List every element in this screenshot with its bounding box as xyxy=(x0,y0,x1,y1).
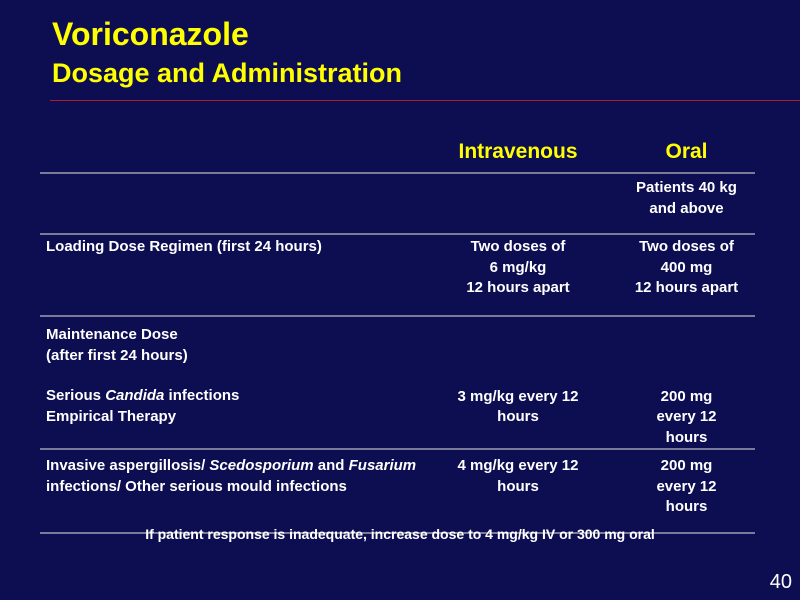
slide-title: Voriconazole xyxy=(52,16,249,52)
maintenance-label xyxy=(40,316,418,449)
serious-pre: Serious xyxy=(46,387,106,404)
loading-iv-line3: 12 hours apart xyxy=(466,279,570,296)
scedosporium-italic: Scedosporium xyxy=(209,457,314,474)
serious-post: infections xyxy=(164,387,240,404)
invasive-oral-text: 200 mg every 12 hours xyxy=(656,457,717,515)
page-number: 40 xyxy=(769,571,792,593)
invasive-part1: Invasive aspergillosis/ xyxy=(46,457,210,474)
loading-oral-line2: 400 mg xyxy=(660,258,713,276)
empirical-therapy: Empirical Therapy xyxy=(46,407,177,425)
loading-iv-line1: Two doses of xyxy=(470,238,566,255)
loading-label: Loading Dose Regimen (first 24 hours) xyxy=(40,234,418,316)
cell-empty xyxy=(40,173,418,234)
loading-oral-line1: Two doses of xyxy=(639,238,734,255)
invasive-part2: and xyxy=(313,457,349,474)
table-row-invasive xyxy=(40,449,755,533)
candida-italic: Candida xyxy=(105,387,165,404)
loading-oral xyxy=(618,234,755,316)
fusarium-italic: Fusarium xyxy=(348,457,417,474)
table-row-patients xyxy=(40,173,755,234)
header-intravenous: Intravenous xyxy=(418,132,618,173)
table-row-maintenance xyxy=(40,316,755,449)
maintenance-oral xyxy=(618,316,755,449)
patients-line2: and above xyxy=(649,199,724,217)
title-divider xyxy=(50,100,800,101)
slide-subtitle: Dosage and Administration xyxy=(52,58,403,88)
invasive-iv xyxy=(418,449,618,533)
maintenance-line2: (after first 24 hours) xyxy=(46,346,188,364)
loading-oral-line3: 12 hours apart xyxy=(634,279,739,296)
footnote: If patient response is inadequate, increase dose to 4 mg/kg IV or 300 mg oral xyxy=(145,526,655,542)
table-row-loading xyxy=(40,234,755,316)
maintenance-line1: Maintenance Dose xyxy=(46,326,178,343)
invasive-label xyxy=(40,449,418,533)
invasive-oral xyxy=(618,449,755,533)
table-header-row xyxy=(40,132,755,173)
maintenance-iv-text: 3 mg/kg every 12 hours xyxy=(457,387,579,425)
cell-patient-weight xyxy=(618,173,755,234)
loading-iv xyxy=(418,234,618,316)
maintenance-iv xyxy=(418,316,618,449)
invasive-iv-text: 4 mg/kg every 12 hours xyxy=(457,457,579,495)
dosage-table xyxy=(40,132,755,534)
header-oral: Oral xyxy=(618,132,755,173)
cell-empty-iv xyxy=(418,173,618,234)
maintenance-oral-text: 200 mg every 12 hours xyxy=(656,387,717,446)
patients-line1: Patients 40 kg xyxy=(636,179,737,196)
invasive-part3: infections/ Other serious mould infections xyxy=(46,477,347,495)
header-empty xyxy=(40,132,418,173)
loading-iv-line2: 6 mg/kg xyxy=(489,258,547,276)
